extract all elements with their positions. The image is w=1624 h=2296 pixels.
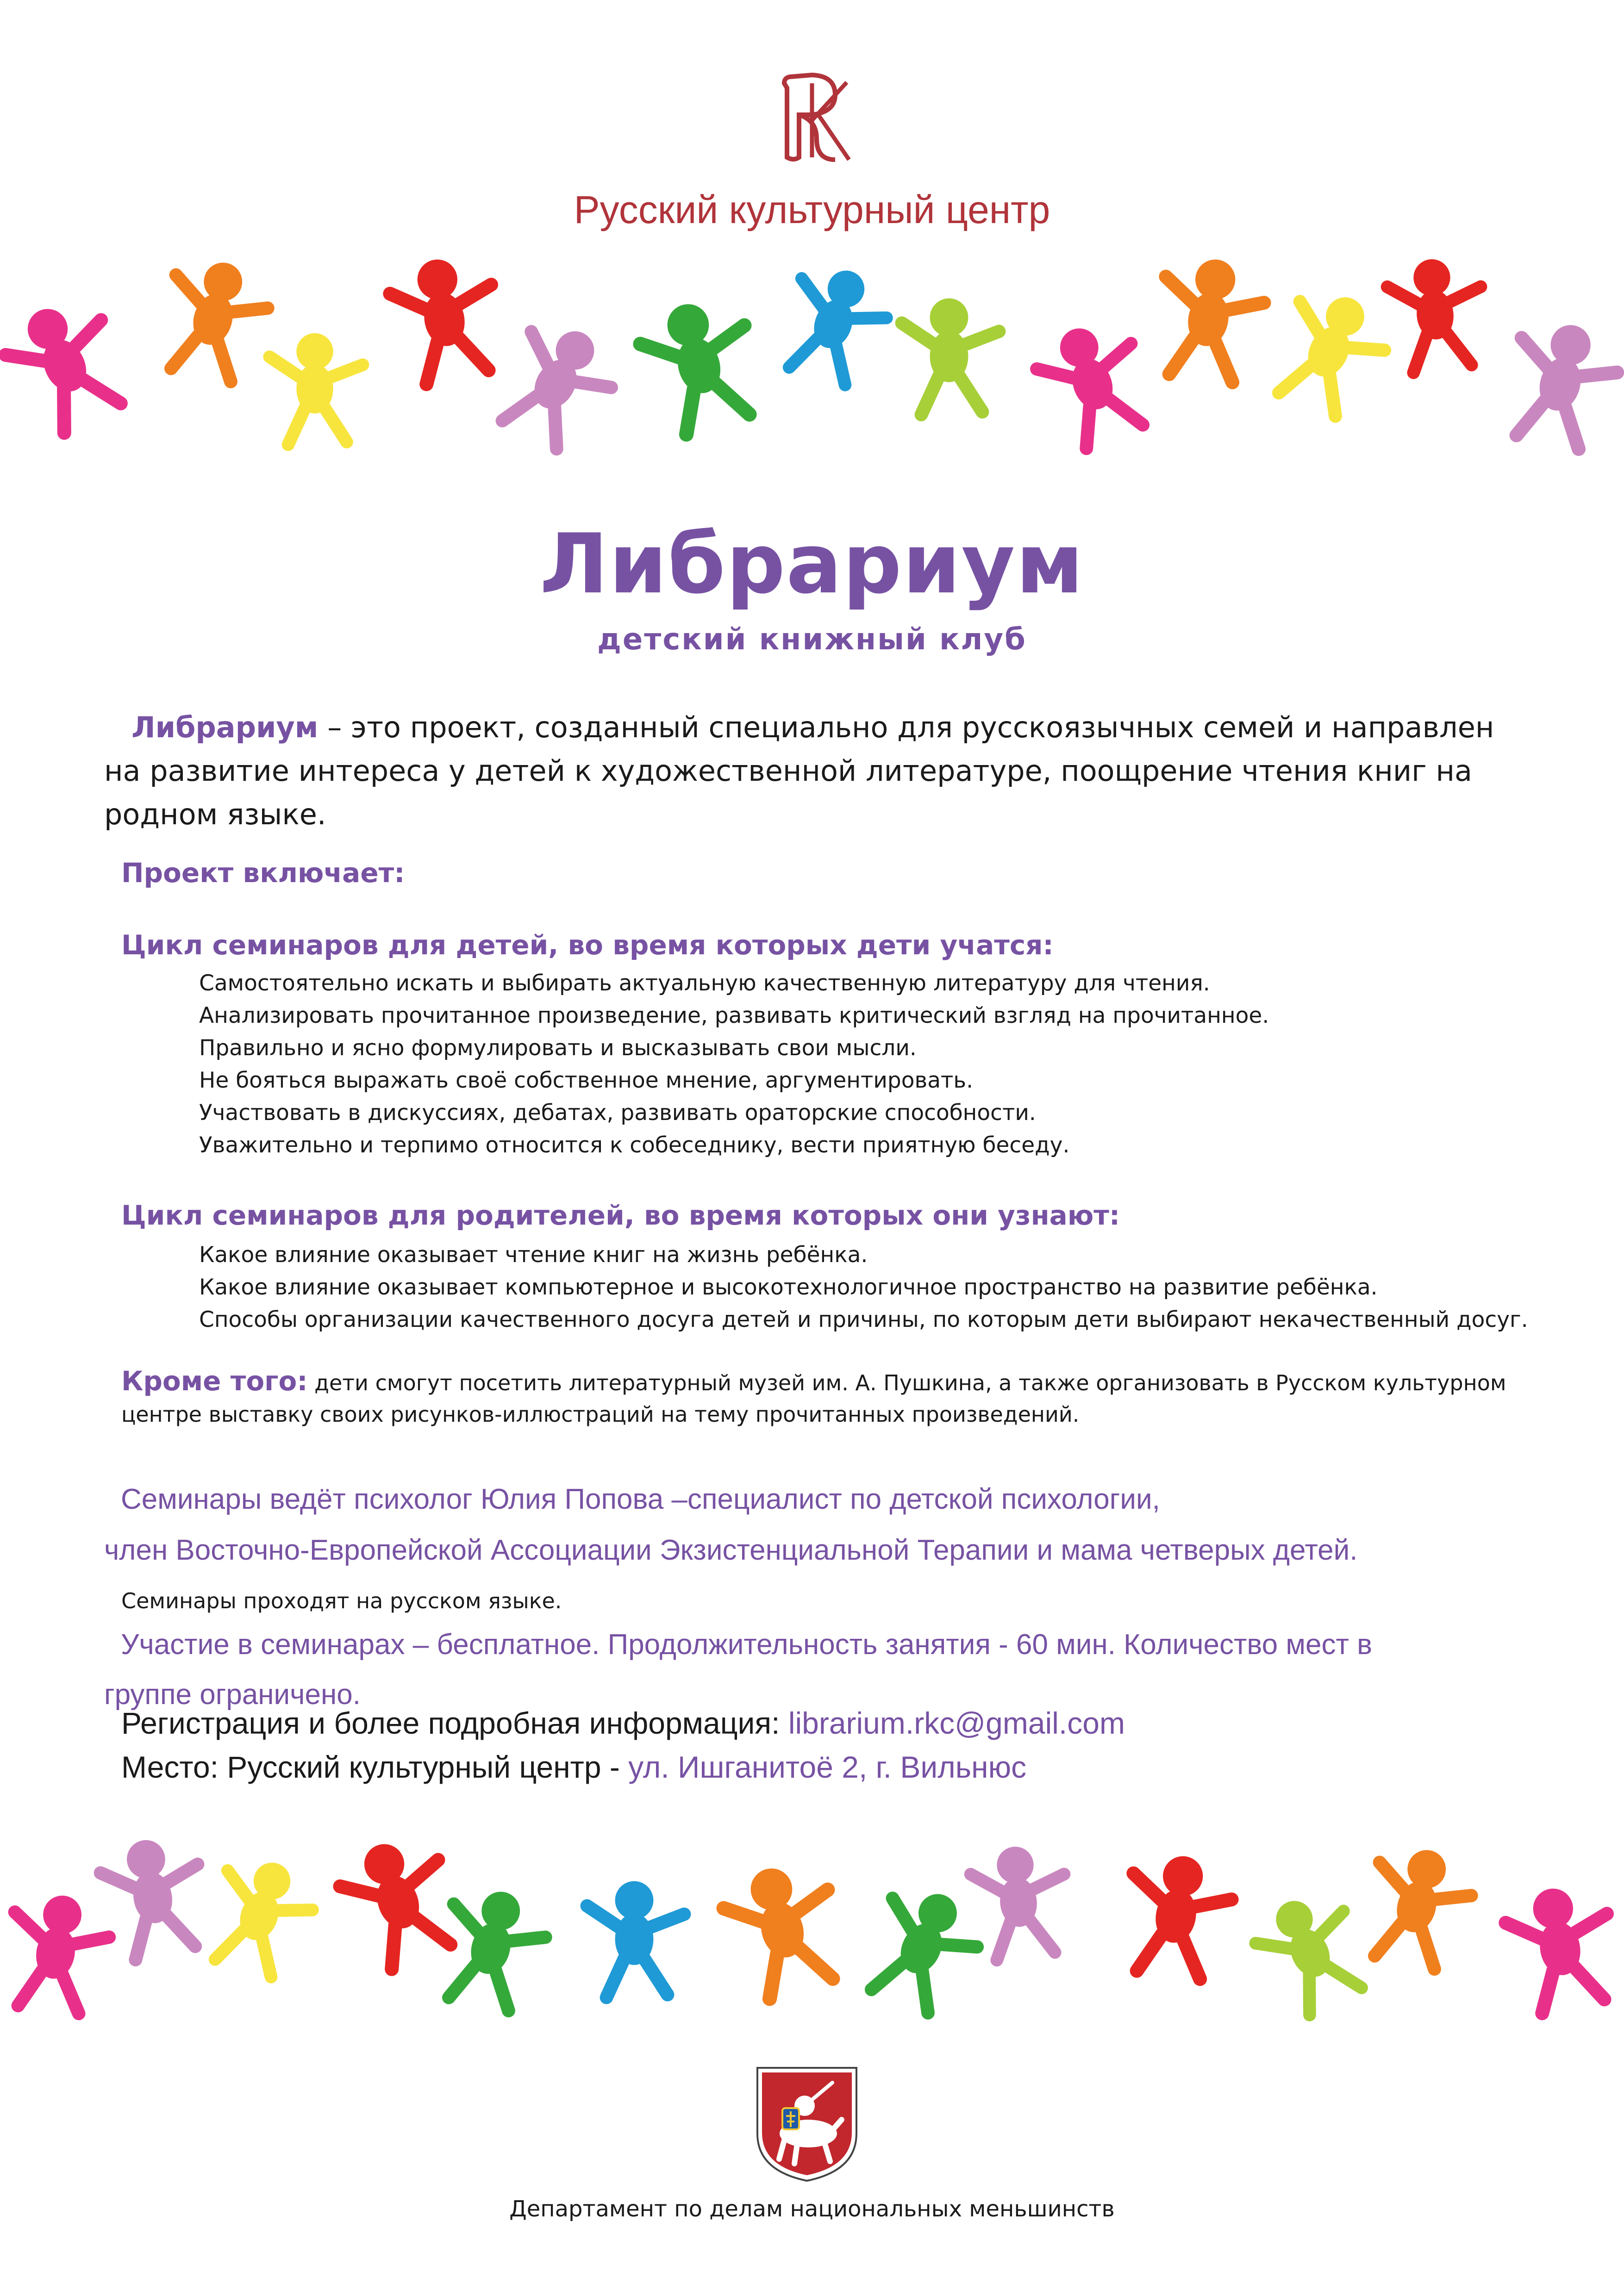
intro-text: – это проект, созданный специально для русскоязычных семей и направлен на развитие интереса у детей к художественной литературе, поощрение чтения книг на родном языке. bbox=[104, 710, 1494, 831]
kid-silhouette bbox=[152, 251, 276, 389]
kid-silhouette bbox=[633, 291, 768, 440]
kid-silhouette bbox=[1149, 252, 1270, 388]
intro-paragraph bbox=[104, 706, 1525, 836]
parents-seminars-list bbox=[199, 1239, 1565, 1336]
children-seminars-list bbox=[199, 967, 1565, 1162]
rk-logo-icon bbox=[766, 69, 858, 167]
kid-silhouette bbox=[968, 1843, 1071, 1962]
list-item: Самостоятельно искать и выбирать актуальную качественную литературу для чтения. bbox=[199, 971, 1210, 996]
list-item: Какое влияние оказывает компьютерное и высокотехнологичное пространство на развитие ребёнка. bbox=[199, 1275, 1378, 1300]
besides-paragraph bbox=[121, 1365, 1556, 1430]
parents-seminars-heading: Цикл семинаров для родителей, во время которых они узнают: bbox=[121, 1200, 1120, 1231]
list-item: Правильно и ясно формулировать и высказывать свои мысли. bbox=[199, 1035, 917, 1061]
kid-silhouette bbox=[1356, 1839, 1480, 1976]
page-title: Либрариум bbox=[539, 516, 1085, 612]
list-item: Не бояться выражать своё собственное мнение, аргументировать. bbox=[199, 1068, 974, 1093]
kid-silhouette bbox=[902, 299, 999, 415]
intro-lead: Либрариум bbox=[131, 710, 319, 744]
dancing-kids-decoration-bottom bbox=[0, 1833, 1624, 2027]
kid-silhouette bbox=[772, 256, 897, 393]
leader-line-1: Семинары ведёт психолог Юлия Попова –специалист по детской психологии, bbox=[121, 1483, 1160, 1515]
place-label: Место: Русский культурный центр - bbox=[121, 1750, 629, 1784]
kid-silhouette bbox=[587, 1881, 684, 1997]
list-item: Участвовать в дискуссиях, дебатах, развивать ораторские способности. bbox=[199, 1100, 1036, 1126]
list-item: Способы организации качественного досуга детей и причины, по которым дети выбирают некачественный досуг. bbox=[199, 1307, 1528, 1332]
leader-line-2: член Восточно-Европейской Ассоциации Экзистенциальной Терапии и мама четверых детей. bbox=[104, 1534, 1358, 1566]
project-includes-heading: Проект включает: bbox=[121, 857, 405, 889]
list-item: Уважительно и терпимо относится к собеседнику, вести приятную беседу. bbox=[199, 1132, 1070, 1158]
org-name: Русский культурный центр bbox=[574, 188, 1050, 231]
kid-silhouette bbox=[0, 1888, 115, 2019]
participation-line-1: Участие в семинарах – бесплатное. Продолжительность занятия - 60 мин. Количество мест в bbox=[121, 1629, 1373, 1661]
kid-silhouette bbox=[1261, 280, 1398, 426]
besides-heading: Кроме того: bbox=[121, 1365, 308, 1397]
kid-silhouette bbox=[198, 1848, 323, 1985]
kid-silhouette bbox=[1497, 313, 1624, 456]
seminar-leader-info bbox=[104, 1474, 1562, 1576]
kid-silhouette bbox=[96, 1833, 212, 1963]
list-item: Какое влияние оказывает чтение книг на жизнь ребёнка. bbox=[199, 1242, 868, 1268]
page-subtitle: детский книжный клуб bbox=[597, 622, 1027, 657]
kid-silhouette bbox=[854, 1876, 991, 2022]
coat-of-arms-icon bbox=[754, 2064, 860, 2184]
kid-silhouette bbox=[1028, 313, 1159, 455]
registration-email-link[interactable]: librarium.rkc@gmail.com bbox=[788, 1706, 1125, 1740]
registration-info bbox=[121, 1705, 1125, 1741]
place-info bbox=[121, 1749, 1026, 1785]
kid-silhouette bbox=[486, 311, 628, 460]
kid-silhouette bbox=[1117, 1848, 1238, 1985]
children-seminars-heading: Цикл семинаров для детей, во время которых дети учатся: bbox=[121, 929, 1054, 961]
kid-silhouette bbox=[0, 289, 137, 442]
dancing-kids-decoration-top bbox=[0, 250, 1624, 463]
kid-silhouette bbox=[1385, 255, 1487, 374]
list-item: Анализировать прочитанное произведение, развивать критический взгляд на прочитанное. bbox=[199, 1003, 1269, 1028]
besides-text: дети смогут посетить литературный музей им. А. Пушкина, а также организовать в Русском культурном центре выставку своих рисунков-иллюстраций на тему прочитанных произведений. bbox=[121, 1370, 1506, 1427]
participation-line-2: группе ограничено. bbox=[104, 1679, 361, 1711]
kid-silhouette bbox=[717, 1855, 851, 2004]
registration-label: Регистрация и более подробная информация: bbox=[121, 1706, 788, 1740]
language-note: Семинары проходят на русском языке. bbox=[121, 1588, 562, 1613]
kid-silhouette bbox=[1246, 1883, 1377, 2023]
place-address: ул. Ишганитоё 2, г. Вильнюс bbox=[628, 1750, 1027, 1784]
kid-silhouette bbox=[1501, 1880, 1622, 2016]
kid-silhouette bbox=[269, 333, 362, 444]
department-name: Департамент по делам национальных меньшинств bbox=[509, 2196, 1115, 2222]
kid-silhouette bbox=[386, 251, 506, 387]
participation-info bbox=[104, 1620, 1539, 1720]
